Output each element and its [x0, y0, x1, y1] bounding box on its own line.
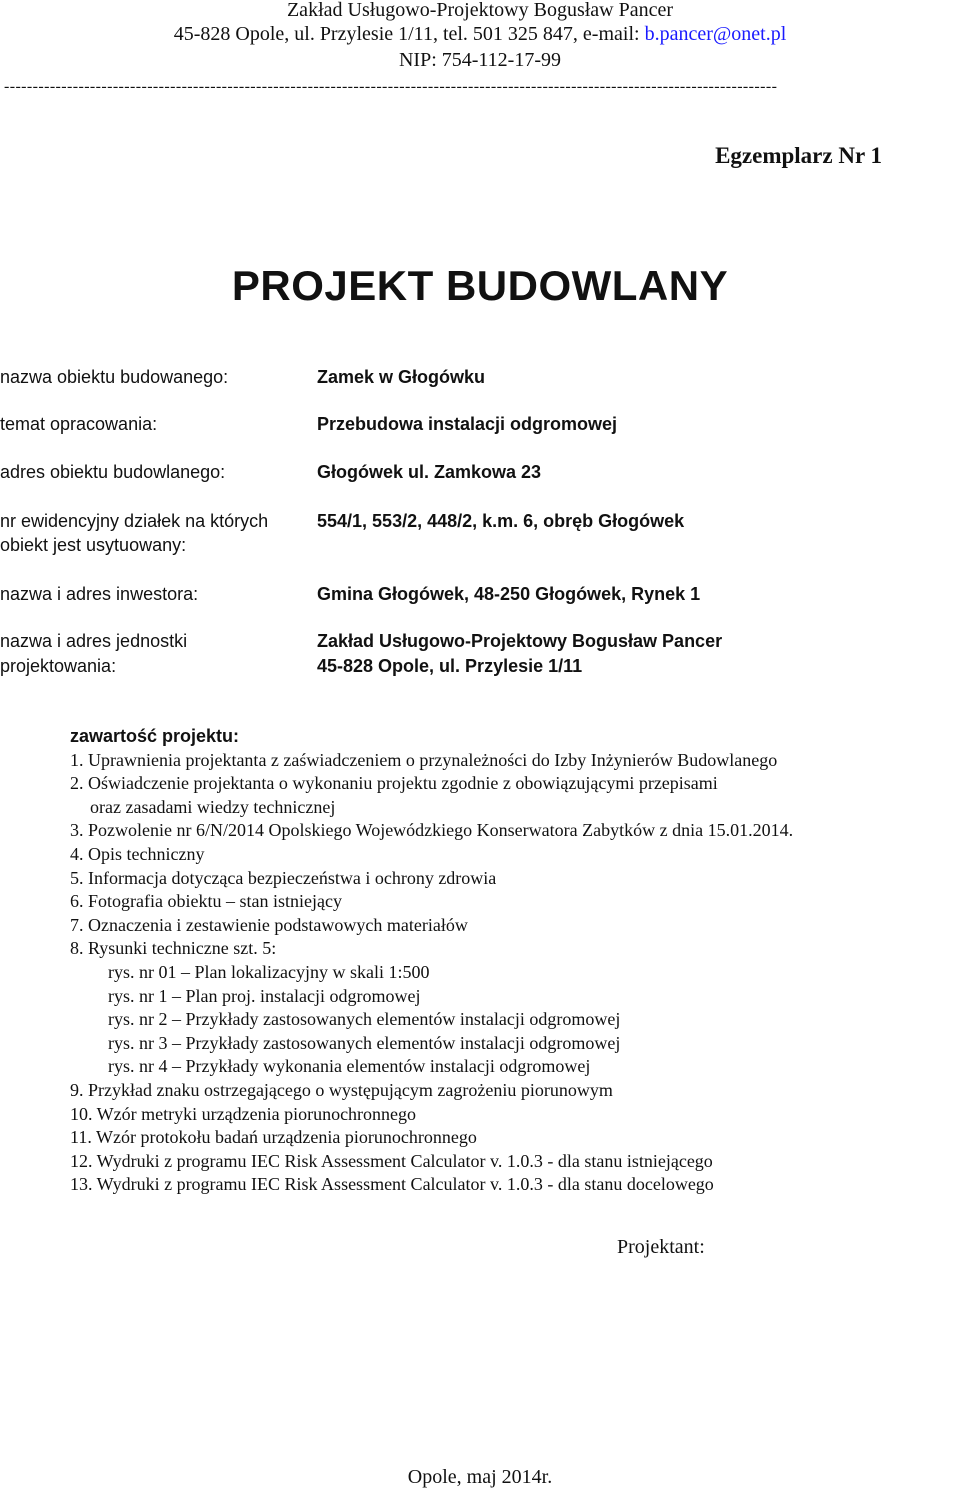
list-item: 12. Wydruki z programu IEC Risk Assessment Calculator v. 1.0.3 - dla stanu istniejącego	[70, 1150, 713, 1171]
list-item: 5. Informacja dotycząca bezpieczeństwa i ochrony zdrowia	[70, 867, 497, 888]
object-name-label: nazwa obiektu budowanego:	[0, 367, 229, 387]
place-date: Opole, maj 2014r.	[407, 1466, 553, 1488]
company-contact	[0, 22, 960, 46]
page-title: PROJEKT BUDOWLANY	[231, 262, 729, 309]
address-label: adres obiektu budowlanego:	[0, 462, 226, 482]
header-divider: ---------------------------------------------------------------------------------------------------------------------------------------	[4, 78, 778, 95]
object-name-value: Zamek w Głogówku	[317, 367, 486, 387]
plots-value: 554/1, 553/2, 448/2, k.m. 6, obręb Głogówek	[317, 511, 685, 531]
list-item: 7. Oznaczenia i zestawienie podstawowych materiałów	[70, 914, 468, 935]
list-item: 1. Uprawnienia projektanta z zaświadczeniem o przynależności do Izby Inżynierów Budowlanego	[70, 749, 778, 770]
list-item: 11. Wzór protokołu badań urządzenia piorunochronnego	[70, 1127, 477, 1148]
email-link[interactable]: b.pancer@onet.pl	[644, 23, 787, 45]
signature-label: Projektant:	[617, 1236, 705, 1258]
plots-label-line2: obiekt jest usytuowany:	[0, 535, 187, 555]
list-item: 9. Przykład znaku ostrzegającego o występującym zagrożeniu piorunowym	[70, 1079, 613, 1100]
list-item: 2. Oświadczenie projektanta o wykonaniu projektu zgodnie z obowiązującymi przepisami	[70, 773, 718, 794]
drawing-item: rys. nr 4 – Przykłady wykonania elementów instalacji odgromowej	[108, 1056, 591, 1077]
designer-value-line2: 45-828 Opole, ul. Przylesie 1/11	[317, 656, 583, 676]
copy-number: Egzemplarz Nr 1	[715, 143, 882, 168]
list-item: 6. Fotografia obiektu – stan istniejący	[70, 891, 342, 912]
list-item: 10. Wzór metryki urządzenia piorunochronnego	[70, 1103, 417, 1124]
investor-value: Gmina Głogówek, 48-250 Głogówek, Rynek 1	[317, 584, 701, 604]
contents-heading: zawartość projektu:	[70, 726, 240, 746]
topic-value: Przebudowa instalacji odgromowej	[317, 414, 618, 434]
plots-label-line1: nr ewidencyjny działek na których	[0, 511, 269, 531]
designer-label-line1: nazwa i adres jednostki	[0, 631, 188, 651]
drawing-item: rys. nr 3 – Przykłady zastosowanych elementów instalacji odgromowej	[108, 1032, 621, 1053]
list-item: 3. Pozwolenie nr 6/N/2014 Opolskiego Wojewódzkiego Konserwatora Zabytków z dnia 15.01.2014.	[70, 820, 794, 841]
drawing-item: rys. nr 01 – Plan lokalizacyjny w skali 1:500	[108, 961, 430, 982]
drawing-item: rys. nr 1 – Plan proj. instalacji odgromowej	[108, 985, 421, 1006]
designer-value-line1: Zakład Usługowo-Projektowy Bogusław Pancer	[317, 631, 723, 651]
list-item: 13. Wydruki z programu IEC Risk Assessment Calculator v. 1.0.3 - dla stanu docelowego	[70, 1174, 714, 1195]
company-address: 45-828 Opole, ul. Przylesie 1/11, tel. 501 325 847, e-mail:	[173, 23, 645, 45]
address-value: Głogówek ul. Zamkowa 23	[317, 462, 542, 482]
topic-label: temat opracowania:	[0, 414, 158, 434]
company-nip: NIP: 754-112-17-99	[398, 49, 562, 71]
list-item: 8. Rysunki techniczne szt. 5:	[70, 938, 277, 959]
list-item-continuation: oraz zasadami wiedzy technicznej	[90, 796, 336, 817]
contents-section	[70, 725, 950, 1197]
list-item: 4. Opis techniczny	[70, 843, 205, 864]
drawing-item: rys. nr 2 – Przykłady zastosowanych elementów instalacji odgromowej	[108, 1009, 621, 1030]
designer-label-line2: projektowania:	[0, 656, 117, 676]
company-name: Zakład Usługowo-Projektowy Bogusław Pancer	[286, 0, 674, 21]
investor-label: nazwa i adres inwestora:	[0, 584, 199, 604]
